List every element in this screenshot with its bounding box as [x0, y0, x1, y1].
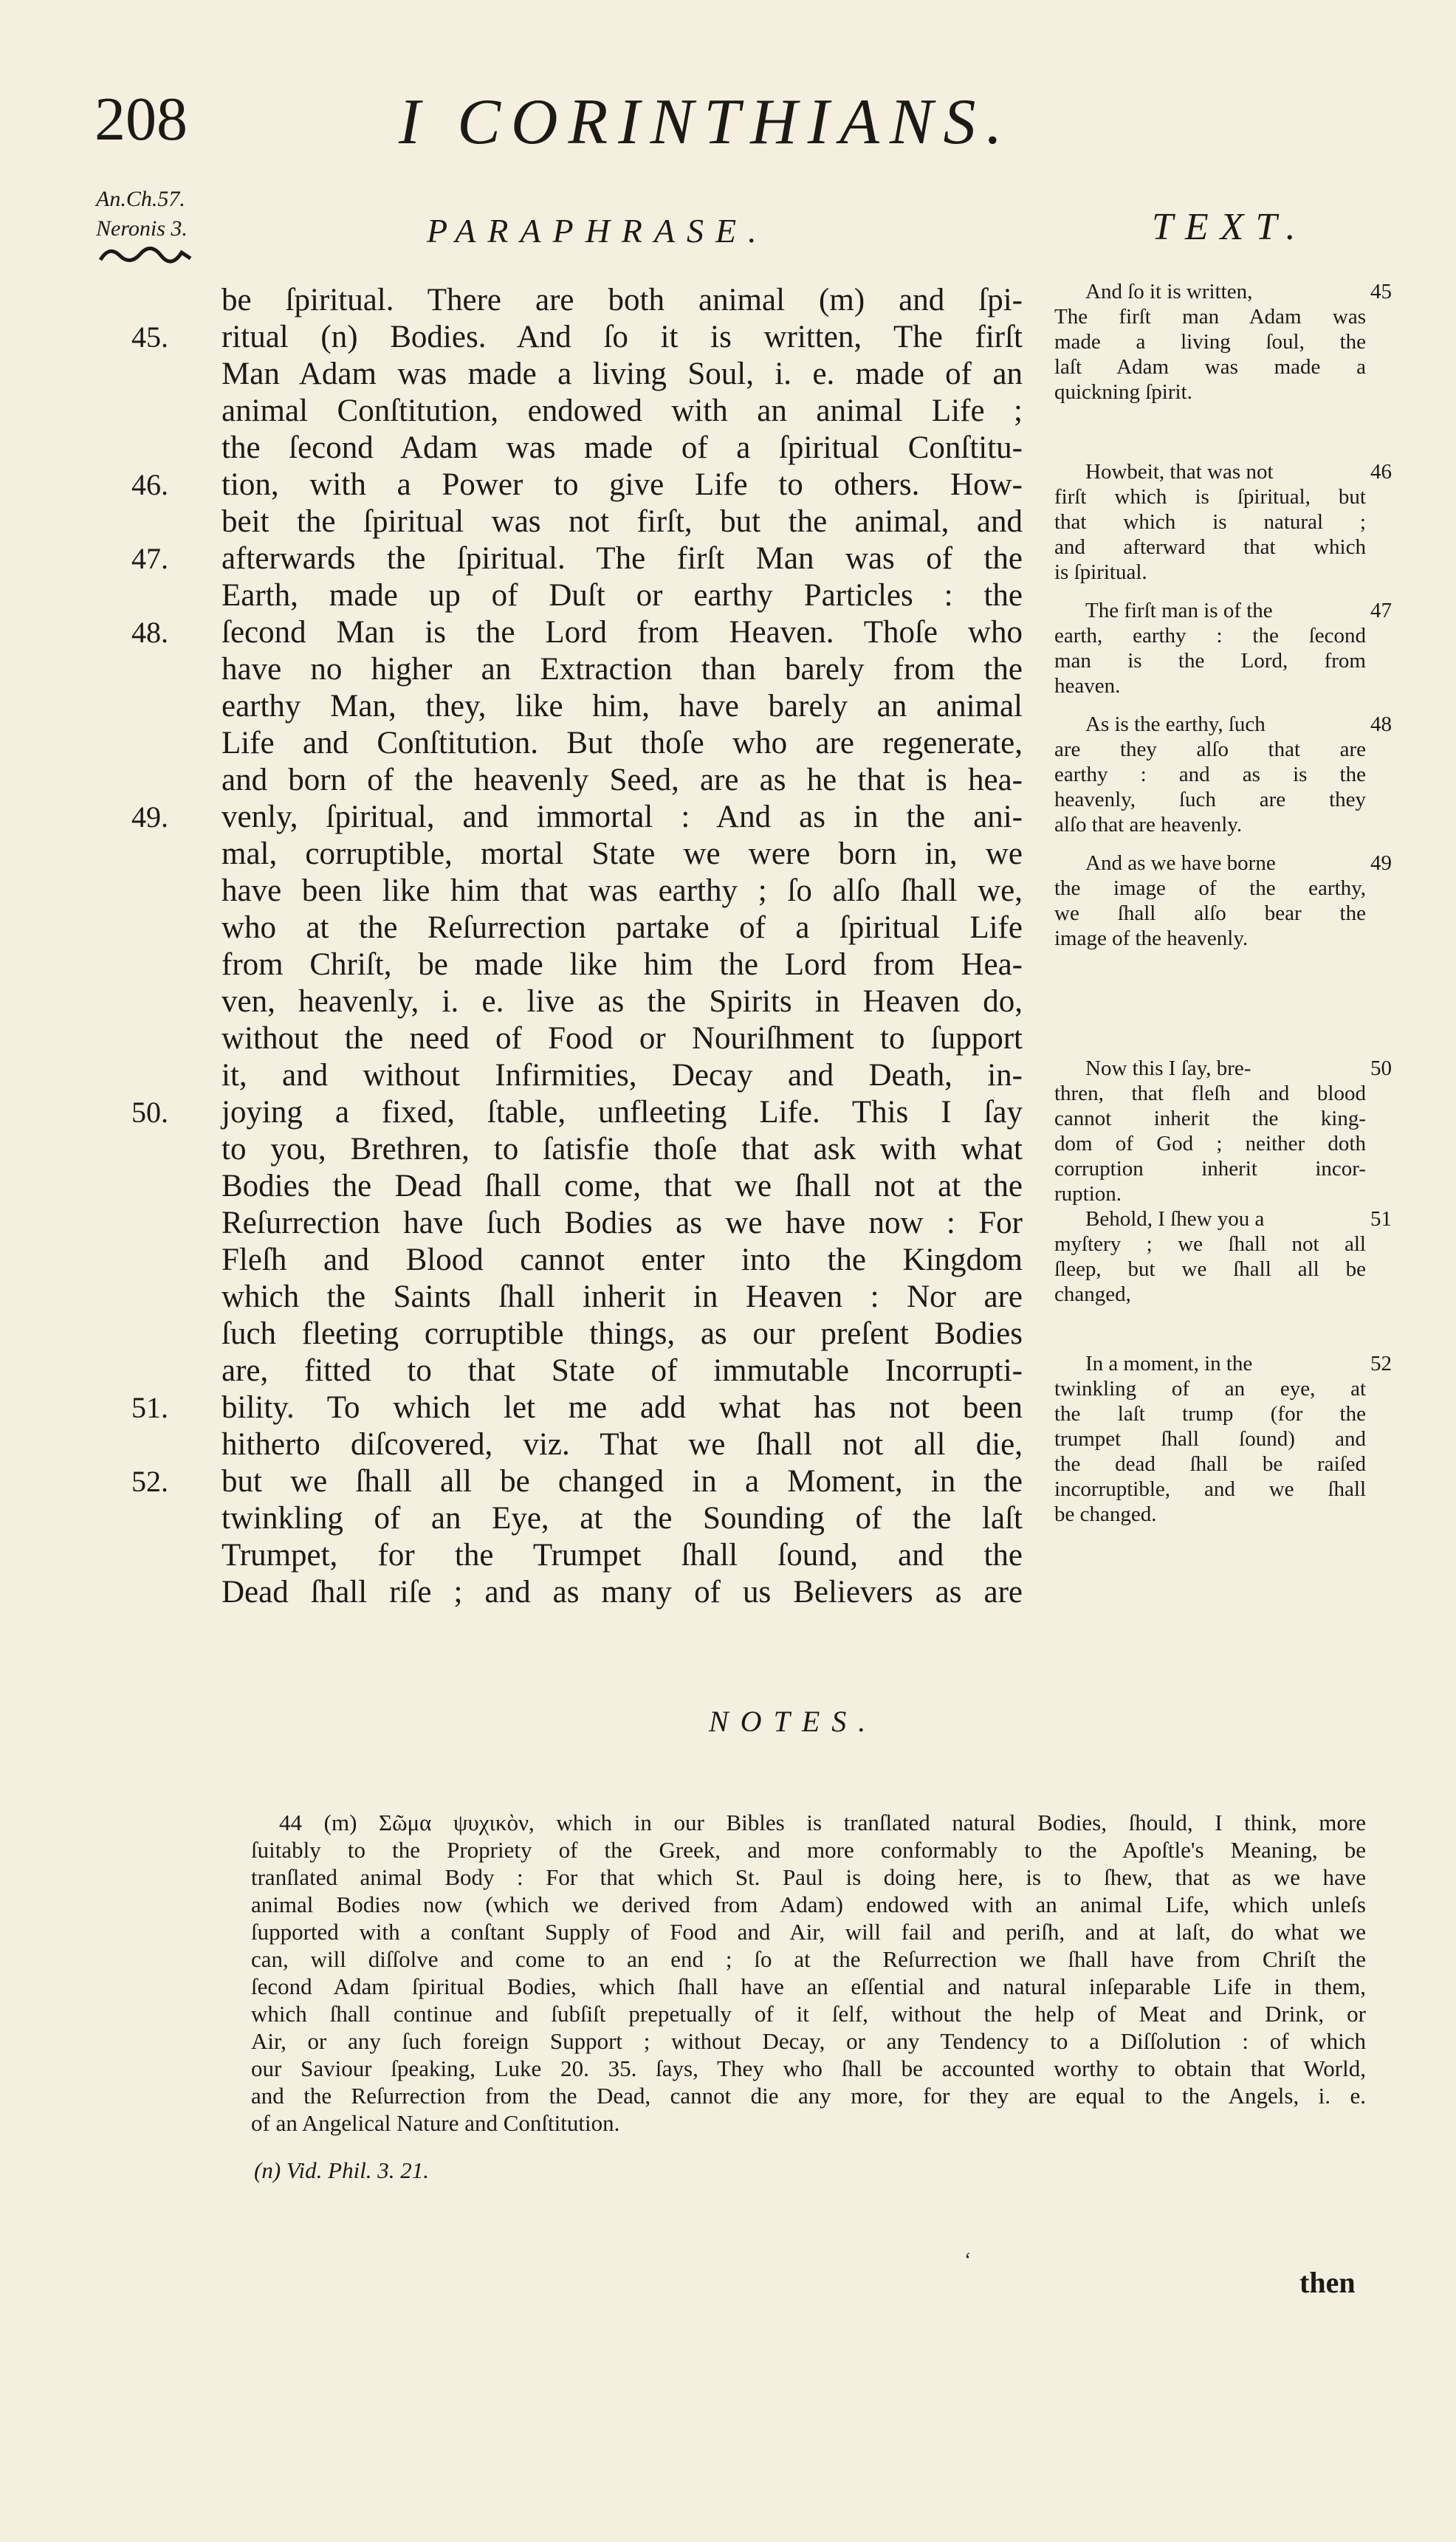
paraphrase-line: ritual (n) Bodies. And ſo it is written, The firſt — [222, 320, 1023, 354]
notes-heading: NOTES. — [709, 1705, 878, 1738]
paraphrase-line: from Chriſt, be made like him the Lord from Hea- — [222, 947, 1023, 982]
note-line: which ſhall continue and ſubſiſt prepetually of it ſelf, without the help of Meat and Drink, or — [251, 2001, 1366, 2027]
note-line: ſupported with a conſtant Supply of Food and Air, will fail and periſh, and at laſt, do what we — [251, 1919, 1366, 1945]
paraphrase-line: Fleſh and Blood cannot enter into the Kingdom — [222, 1243, 1023, 1277]
text-line: trumpet ſhall ſound) and — [1054, 1427, 1366, 1451]
text-line: and afterward that which — [1054, 535, 1366, 559]
note-line: Air, or any ſuch foreign Support ; without Decay, or any Tendency to a Diſſolution : of which — [251, 2028, 1366, 2054]
text-line: earth, earthy : the ſecond — [1054, 624, 1366, 647]
text-line: the image of the earthy, — [1054, 876, 1366, 900]
text-line: cannot inherit the king- — [1054, 1107, 1366, 1130]
note-line: our Saviour ſpeaking, Luke 20. 35. ſays, They who ſhall be accounted worthy to obtain that World, — [251, 2055, 1366, 2081]
text-verse-number: 48 — [1370, 712, 1392, 736]
text-line: And as we have borne — [1085, 851, 1276, 875]
paraphrase-line: ſecond Man is the Lord from Heaven. Thoſe who — [222, 615, 1023, 650]
note-line: 44 (m) Σῶμα ψυχικὸν, which in our Bibles is tranſlated natural Bodies, ſhould, I think, more — [279, 1810, 1366, 1835]
paraphrase-line: bility. To which let me add what has not been — [222, 1390, 1023, 1425]
text-line: is ſpiritual. — [1054, 560, 1147, 584]
text-line: Now this I ſay, bre- — [1085, 1057, 1251, 1080]
verse-number: 45. — [131, 320, 168, 354]
text-line: Howbeit, that was not — [1085, 460, 1274, 484]
paraphrase-line: twinkling of an Eye, at the Sounding of the laſt — [222, 1501, 1023, 1536]
text-verse-number: 45 — [1370, 280, 1392, 303]
text-line: heaven. — [1054, 674, 1121, 698]
text-line: myſtery ; we ſhall not all — [1054, 1232, 1366, 1256]
text-line: corruption inherit incor- — [1054, 1157, 1366, 1181]
note-line: tranſlated animal Body : For that which St. Paul is doing here, is to ſhew, that as we have — [251, 1864, 1366, 1890]
text-verse-number: 46 — [1370, 460, 1392, 484]
paraphrase-line: Dead ſhall riſe ; and as many of us Believers as are — [222, 1575, 1023, 1610]
verse-number: 50. — [131, 1096, 168, 1129]
paraphrase-heading: PARAPHRASE. — [427, 212, 769, 250]
paraphrase-line: beit the ſpiritual was not firſt, but the animal, and — [222, 504, 1023, 539]
paraphrase-line: Bodies the Dead ſhall come, that we ſhall not at the — [222, 1169, 1023, 1203]
paraphrase-line: have no higher an Extraction than barely from the — [222, 652, 1023, 687]
text-line: man is the Lord, from — [1054, 649, 1366, 673]
text-line: In a moment, in the — [1085, 1352, 1253, 1375]
text-line: dom of God ; neither doth — [1054, 1132, 1366, 1155]
text-line: alſo that are heavenly. — [1054, 813, 1243, 837]
text-line: be changed. — [1054, 1502, 1157, 1526]
paraphrase-line: without the need of Food or Nouriſhment to ſupport — [222, 1021, 1023, 1056]
text-line: heavenly, ſuch are they — [1054, 788, 1366, 811]
text-line: ruption. — [1054, 1182, 1122, 1206]
paraphrase-line: the ſecond Adam was made of a ſpiritual Conſtitu- — [222, 430, 1023, 465]
note-line: can, will diſſolve and come to an end ; ſo at the Reſurrection we ſhall have from Chriſt the — [251, 1946, 1366, 1972]
paraphrase-line: Reſurrection have ſuch Bodies as we have now : For — [222, 1206, 1023, 1240]
text-line: the laſt trump (for the — [1054, 1402, 1366, 1426]
text-line: made a living ſoul, the — [1054, 330, 1366, 354]
text-verse-number: 51 — [1370, 1207, 1392, 1231]
text-line: image of the heavenly. — [1054, 927, 1249, 950]
text-line: earthy : and as is the — [1054, 763, 1366, 786]
date-note — [96, 185, 188, 244]
paraphrase-line: have been like him that was earthy ; ſo alſo ſhall we, — [222, 873, 1023, 908]
paraphrase-line: be ſpiritual. There are both animal (m) and ſpi- — [222, 283, 1023, 317]
text-verse-number: 49 — [1370, 851, 1392, 875]
paraphrase-line: venly, ſpiritual, and immortal : And as in the ani- — [222, 800, 1023, 834]
running-title: I CORINTHIANS. — [399, 86, 1013, 158]
text-line: ſleep, but we ſhall all be — [1054, 1257, 1366, 1281]
verse-number: 48. — [131, 616, 168, 649]
note-line: animal Bodies now (which we derived from Adam) endowed with an animal Life, which unleſs — [251, 1892, 1366, 1917]
text-verse-number: 47 — [1370, 599, 1392, 622]
note-line: ſuitably to the Propriety of the Greek, and more conformably to the Apoſtle's Meaning, be — [251, 1837, 1366, 1863]
paraphrase-line: but we ſhall all be changed in a Moment, in the — [222, 1464, 1023, 1499]
paraphrase-line: which the Saints ſhall inherit in Heaven : Nor are — [222, 1279, 1023, 1314]
paraphrase-line: Man Adam was made a living Soul, i. e. made of an — [222, 357, 1023, 391]
verse-number: 52. — [131, 1465, 168, 1498]
paraphrase-line: and born of the heavenly Seed, are as he that is hea- — [222, 763, 1023, 797]
paraphrase-line: ſuch fleeting corruptible things, as our preſent Bodies — [222, 1316, 1023, 1351]
text-line: The firſt man Adam was — [1054, 305, 1366, 329]
paraphrase-line: animal Conſtitution, endowed with an animal Life ; — [222, 394, 1023, 428]
paraphrase-line: Trumpet, for the Trumpet ſhall ſound, and the — [222, 1538, 1023, 1573]
page-number: 208 — [95, 85, 188, 154]
paraphrase-line: it, and without Infirmities, Decay and Death, in- — [222, 1058, 1023, 1093]
text-line: incorruptible, and we ſhall — [1054, 1477, 1366, 1501]
paraphrase-line: ven, heavenly, i. e. live as the Spirits in Heaven do, — [222, 984, 1023, 1019]
text-line: As is the earthy, ſuch — [1085, 712, 1266, 736]
note-n: (n) Vid. Phil. 3. 21. — [254, 2157, 430, 2183]
verse-number: 47. — [131, 542, 168, 575]
verse-number: 46. — [131, 468, 168, 501]
date-line-1: An.Ch.57. — [96, 187, 185, 211]
text-line: firſt which is ſpiritual, but — [1054, 485, 1366, 509]
text-line: And ſo it is written, — [1085, 280, 1253, 303]
text-line: that which is natural ; — [1054, 510, 1366, 534]
note-line: ſecond Adam ſpiritual Bodies, which ſhall have an eſſential and natural inſeparable Life in them, — [251, 1974, 1366, 1999]
paraphrase-line: who at the Reſurrection partake of a ſpiritual Life — [222, 910, 1023, 945]
date-line-2: Neronis 3. — [96, 216, 188, 241]
text-line: laſt Adam was made a — [1054, 355, 1366, 379]
text-line: quickning ſpirit. — [1054, 380, 1192, 404]
paraphrase-line: tion, with a Power to give Life to others. How- — [222, 467, 1023, 502]
text-line: The firſt man is of the — [1085, 599, 1273, 622]
paraphrase-line: hitherto diſcovered, viz. That we ſhall not all die, — [222, 1427, 1023, 1462]
text-verse-number: 52 — [1370, 1352, 1392, 1375]
catchword: then — [1299, 2266, 1356, 2299]
text-line: changed, — [1054, 1282, 1131, 1306]
text-line: thren, that fleſh and blood — [1054, 1082, 1366, 1105]
paraphrase-line: are, fitted to that State of immutable Incorrupti- — [222, 1353, 1023, 1388]
text-line: the dead ſhall be raiſed — [1054, 1452, 1366, 1476]
ink-speck: ʻ — [964, 2249, 972, 2272]
note-line: and the Reſurrection from the Dead, cannot die any more, for they are equal to the Angels, i. e. — [251, 2083, 1366, 2109]
paraphrase-line: to you, Brethren, to ſatisfie thoſe that ask with what — [222, 1132, 1023, 1167]
note-line: of an Angelical Nature and Conſtitution. — [251, 2110, 620, 2136]
paraphrase-line: joying a fixed, ſtable, unfleeting Life. This I ſay — [222, 1095, 1023, 1130]
flourish-ornament — [97, 244, 193, 266]
text-heading: TEXT. — [1152, 206, 1308, 248]
verse-number: 51. — [131, 1391, 168, 1424]
paraphrase-line: Life and Conſtitution. But thoſe who are regenerate, — [222, 726, 1023, 760]
text-line: we ſhall alſo bear the — [1054, 901, 1366, 925]
verse-number: 49. — [131, 800, 168, 834]
paraphrase-line: Earth, made up of Duſt or earthy Particles : the — [222, 578, 1023, 613]
text-line: twinkling of an eye, at — [1054, 1377, 1366, 1401]
paraphrase-line: earthy Man, they, like him, have barely an animal — [222, 689, 1023, 724]
text-line: are they alſo that are — [1054, 738, 1366, 761]
paraphrase-line: afterwards the ſpiritual. The firſt Man was of the — [222, 541, 1023, 576]
text-verse-number: 50 — [1370, 1057, 1392, 1080]
text-line: Behold, I ſhew you a — [1085, 1207, 1265, 1231]
paraphrase-line: mal, corruptible, mortal State we were born in, we — [222, 837, 1023, 871]
